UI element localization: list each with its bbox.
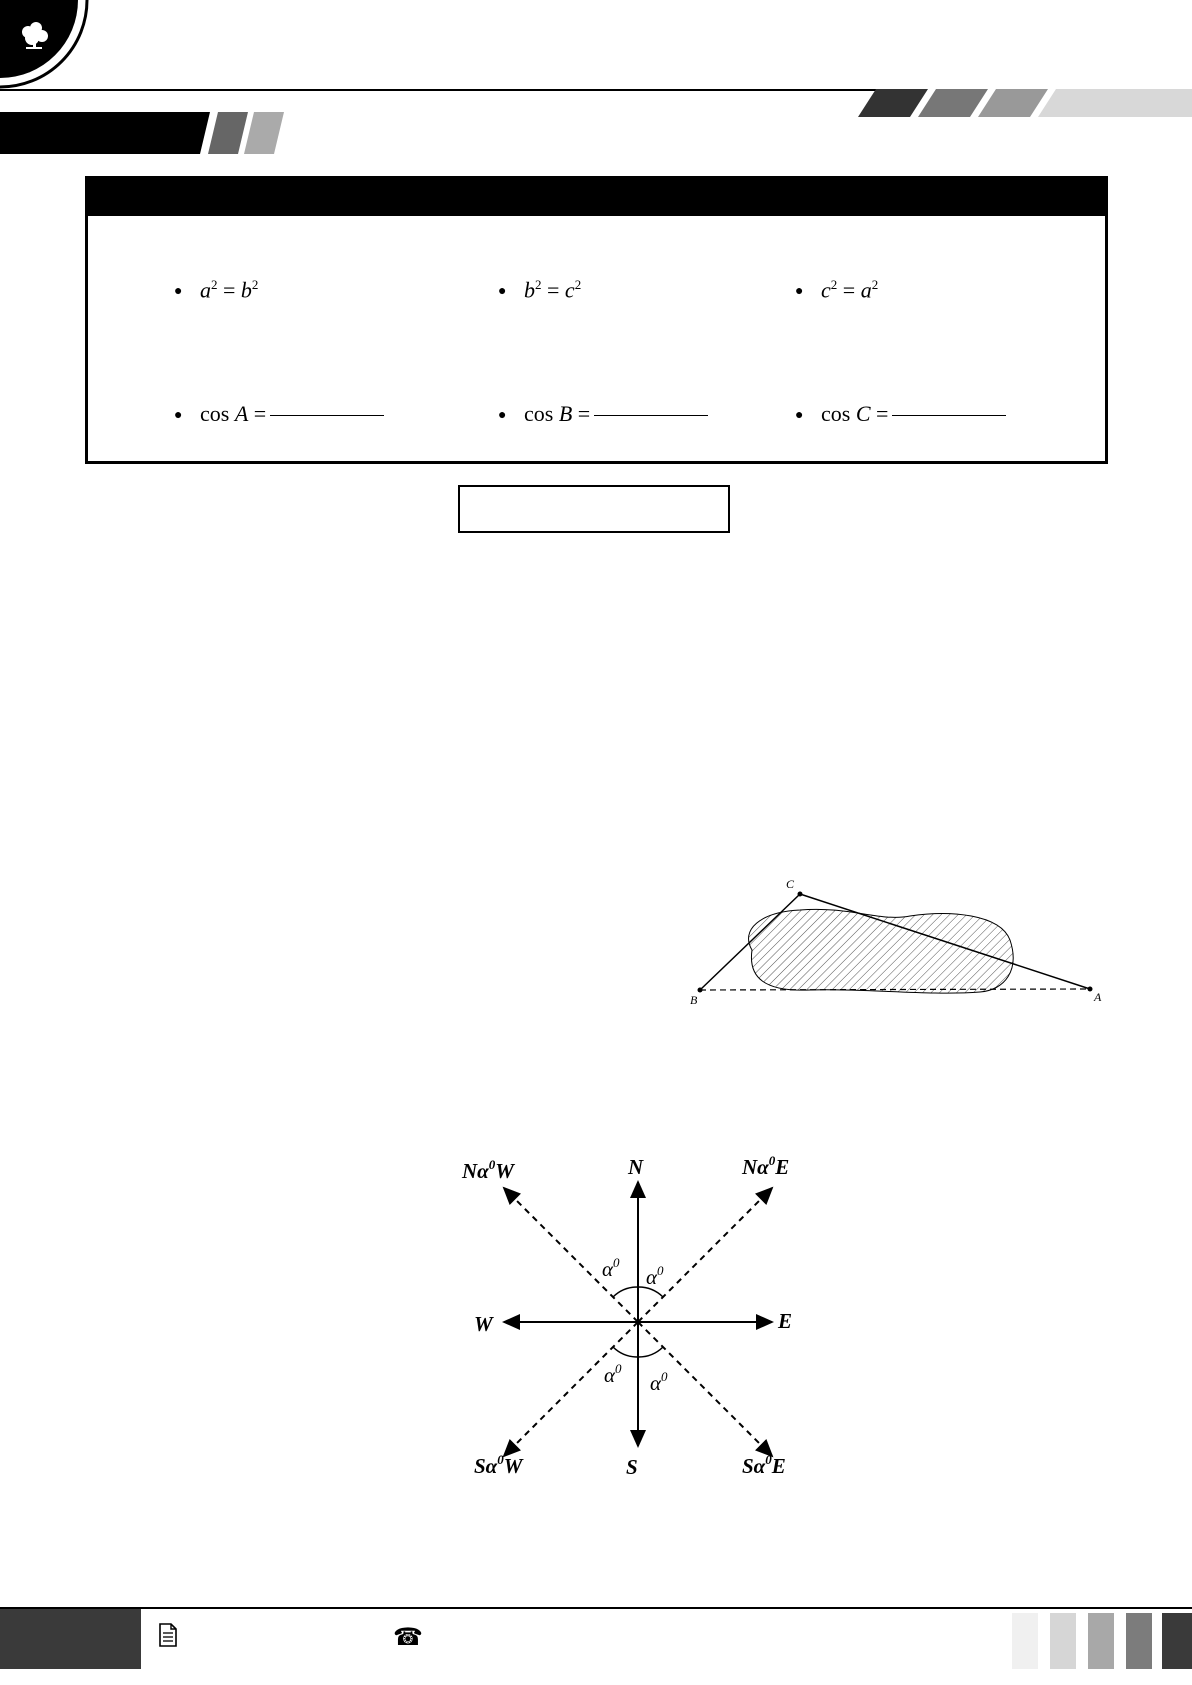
ne-arrow [638,1188,772,1322]
label-se: $S\alpha^0E$ [742,1452,786,1478]
label-nw: $N\alpha^0W$ [462,1157,514,1183]
header-stripes [858,89,1192,117]
label-w: W [474,1312,493,1336]
footer-rule [0,1607,1192,1609]
side-ab-dashed [700,989,1090,990]
label-n: N [628,1155,644,1179]
sw-arrow [504,1322,638,1456]
label-e: E [778,1309,793,1333]
footer-bar [1088,1613,1114,1669]
footer-bar [1126,1613,1152,1669]
bullet-icon: ● [795,284,804,300]
blank-line [594,415,708,416]
angle-label-nw: $\alpha^0$ [602,1255,620,1281]
phone-icon: ☎ [393,1623,423,1651]
bullet-icon: ● [174,407,183,423]
angle-label-se: $\alpha^0$ [650,1369,668,1395]
formula-box [85,176,1108,464]
formula-item: ● $c^2 = a^2$ [795,277,879,303]
footer-bar [1012,1613,1038,1669]
vertex-label-a: A [1094,990,1102,1004]
formula-box-header [88,179,1105,216]
logo [0,0,90,90]
bullet-icon: ● [498,407,507,423]
bullet-icon: ● [498,284,507,300]
bullet-icon: ● [795,407,804,423]
formula-item: ● cos C = [795,401,1006,427]
label-ne: $N\alpha^0E$ [742,1153,790,1179]
label-sw: $S\alpha^0W$ [474,1452,523,1478]
blank-line [892,415,1006,416]
bullet-icon: ● [174,284,183,300]
header-rule [0,89,900,91]
document-icon [158,1623,178,1647]
vertex-label-b: B [690,993,698,1007]
formula-item: ● $a^2 = b^2$ [174,277,259,303]
vertex-label-c: C [786,877,795,891]
triangle-diagram [680,870,1120,1040]
angle-label-sw: $\alpha^0$ [604,1361,622,1387]
section-title-bar [0,112,290,154]
footer-bar [1162,1613,1192,1669]
formula-item: ● cos B = [498,401,708,427]
footer-bar [1050,1613,1076,1669]
formula-item: ● cos A = [174,401,384,427]
label-s: S [626,1455,638,1479]
compass-diagram [440,1150,840,1490]
blank-line [270,415,384,416]
formula-item: ● $b^2 = c^2$ [498,277,582,303]
angle-label-ne: $\alpha^0$ [646,1263,664,1289]
answer-box [458,485,730,533]
footer-left-block [0,1609,141,1669]
